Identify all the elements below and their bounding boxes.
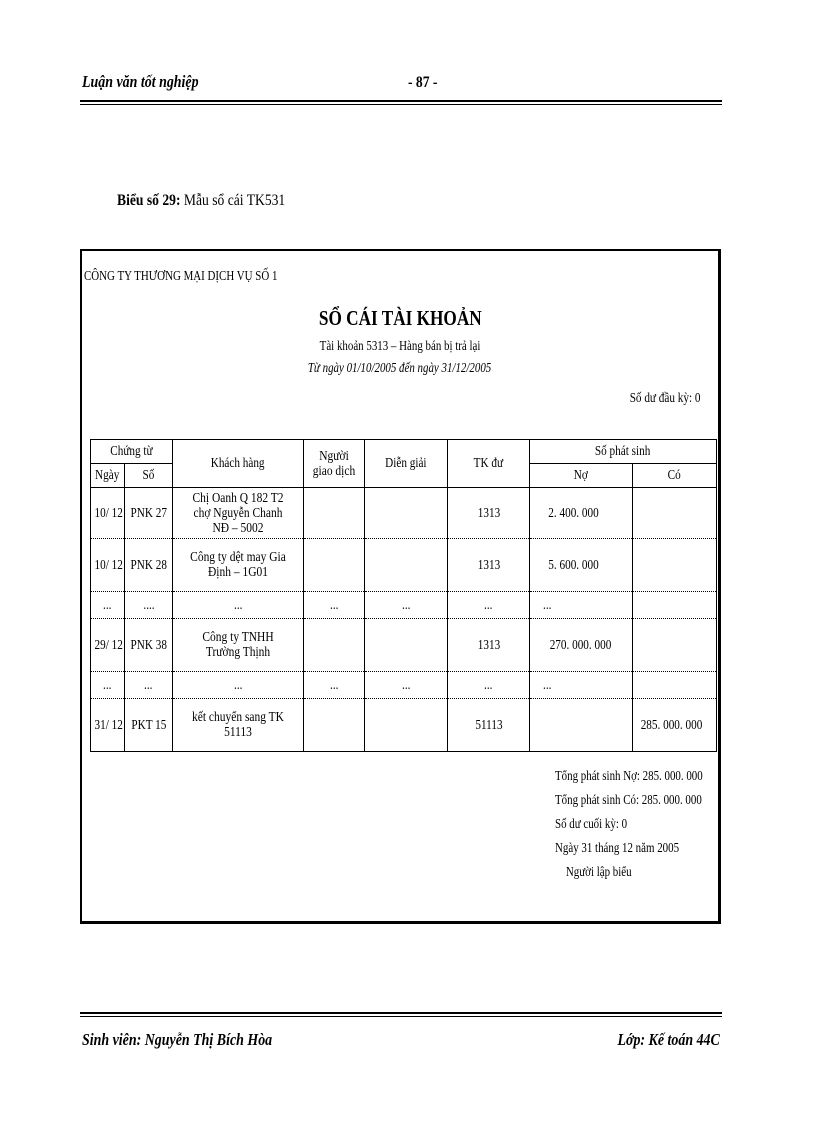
thesis-header-title: Luận văn tốt nghiệp [82, 72, 199, 91]
cell-customer: ... [173, 592, 304, 619]
cell-deliverer [304, 539, 365, 592]
cell-number: PNK 27 [125, 488, 173, 539]
cell-debit: ... [530, 672, 633, 699]
cell-deliverer: ... [304, 592, 365, 619]
table-row [91, 699, 717, 752]
table-row [91, 672, 717, 699]
closing-balance: Số dư cuối kỳ: 0 [555, 817, 628, 832]
cell-credit [633, 592, 717, 619]
table-row [91, 539, 717, 592]
cell-date: ... [91, 592, 125, 619]
cell-deliverer [304, 488, 365, 539]
cell-description [365, 619, 448, 672]
ledger-table [90, 439, 717, 752]
cell-customer: Công ty TNHH Trường Thịnh [173, 619, 304, 672]
cell-contra: ... [448, 672, 530, 699]
col-description: Diễn giải [365, 440, 448, 488]
cell-customer: ... [173, 672, 304, 699]
cell-deliverer [304, 619, 365, 672]
cell-description: ... [365, 672, 448, 699]
col-amounts: Số phát sinh [530, 440, 717, 464]
ledger-summary [555, 765, 703, 885]
cell-date: 29/ 12 [91, 619, 125, 672]
table-row [91, 488, 717, 539]
cell-number: PNK 38 [125, 619, 173, 672]
period-line: Từ ngày 01/10/2005 đến ngày 31/12/2005 [308, 361, 492, 376]
page-number: - 87 - [408, 74, 438, 91]
cell-date: 31/ 12 [91, 699, 125, 752]
cell-contra: 1313 [448, 488, 530, 539]
cell-customer: Chị Oanh Q 182 T2 chợ Nguyễn Chanh NĐ – 5002 [173, 488, 304, 539]
cell-description [365, 488, 448, 539]
cell-description [365, 539, 448, 592]
cell-number: ... [125, 672, 173, 699]
total-debit: Tổng phát sinh Nợ: 285. 000. 000 [555, 769, 703, 784]
cell-description: ... [365, 592, 448, 619]
col-credit: Có [633, 464, 717, 488]
cell-date: 10/ 12 [91, 488, 125, 539]
cell-contra: ... [448, 592, 530, 619]
col-deliverer: Người giao dịch [304, 440, 365, 488]
footer-rule [80, 1012, 722, 1014]
cell-deliverer: ... [304, 672, 365, 699]
cell-credit: 285. 000. 000 [633, 699, 717, 752]
col-customer: Khách hàng [173, 440, 304, 488]
signature-date: Ngày 31 tháng 12 năm 2005 [555, 841, 680, 856]
cell-customer: kết chuyển sang TK 51113 [173, 699, 304, 752]
preparer-label: Người lập biểu [565, 865, 632, 880]
cell-credit [633, 619, 717, 672]
col-contra-account: TK đư [448, 440, 530, 488]
cell-credit [633, 539, 717, 592]
header-rule [80, 100, 722, 102]
cell-debit [530, 699, 633, 752]
cell-debit: 270. 000. 000 [530, 619, 633, 672]
table-row [91, 592, 717, 619]
col-date: Ngày [91, 464, 125, 488]
cell-number: .... [125, 592, 173, 619]
cell-number: PNK 28 [125, 539, 173, 592]
cell-description [365, 699, 448, 752]
ledger-title: SỔ CÁI TÀI KHOẢN [318, 306, 482, 330]
cell-debit: 2. 400. 000 [530, 488, 633, 539]
footer-rule-thin [80, 1016, 722, 1017]
account-line: Tài khoản 5313 – Hàng bán bị trả lại [319, 339, 481, 354]
figure-caption [117, 192, 285, 210]
cell-number: PKT 15 [125, 699, 173, 752]
opening-balance: Số dư đầu kỳ: 0 [629, 391, 700, 406]
total-credit: Tổng phát sinh Có: 285. 000. 000 [555, 793, 702, 808]
class-name: Lớp: Kế toán 44C [617, 1030, 720, 1049]
table-row [91, 619, 717, 672]
col-voucher: Chứng từ [91, 440, 173, 464]
cell-debit: 5. 600. 000 [530, 539, 633, 592]
cell-credit [633, 488, 717, 539]
caption-text: Mẫu sổ cái TK531 [180, 192, 286, 209]
header-rule-thin [80, 104, 722, 105]
col-number: Số [125, 464, 173, 488]
cell-contra: 51113 [448, 699, 530, 752]
cell-credit [633, 672, 717, 699]
student-name: Sinh viên: Nguyễn Thị Bích Hòa [82, 1030, 273, 1049]
cell-deliverer [304, 699, 365, 752]
cell-date: 10/ 12 [91, 539, 125, 592]
company-name: CÔNG TY THƯƠNG MẠI DỊCH VỤ SỐ 1 [84, 269, 278, 284]
caption-label: Biểu số 29: [117, 192, 181, 209]
col-debit: Nợ [530, 464, 633, 488]
cell-customer: Công ty dệt may Gia Định – 1G01 [173, 539, 304, 592]
cell-contra: 1313 [448, 619, 530, 672]
cell-debit: ... [530, 592, 633, 619]
ledger-frame [80, 249, 721, 924]
cell-contra: 1313 [448, 539, 530, 592]
cell-date: ... [91, 672, 125, 699]
